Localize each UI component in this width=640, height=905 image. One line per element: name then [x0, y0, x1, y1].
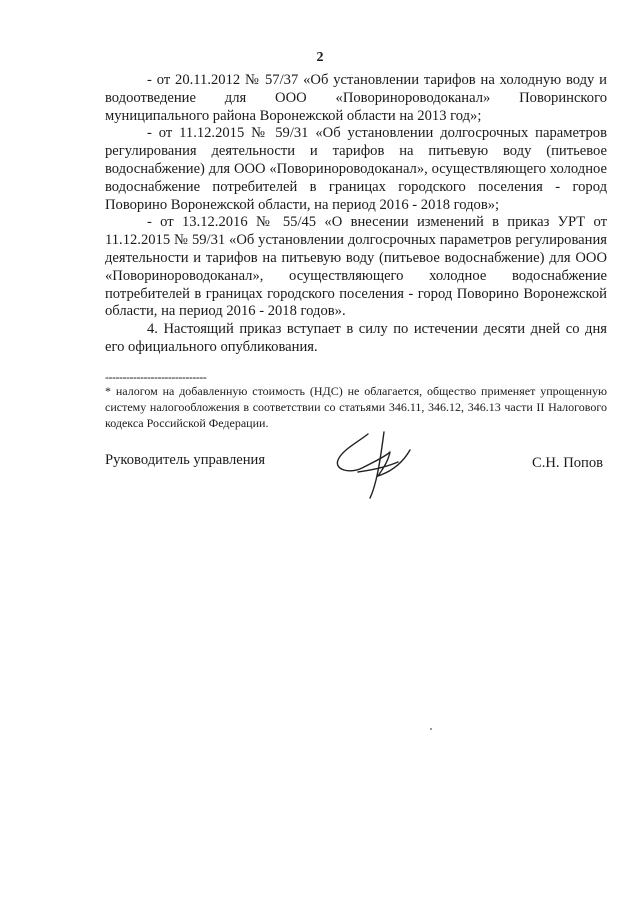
signatory-title: Руководитель управления — [105, 452, 266, 468]
handwritten-signature — [328, 428, 420, 500]
paragraph-effective-date: 4. Настоящий приказ вступает в силу по истечении десяти дней со дня его официального опубликования. — [105, 321, 607, 355]
document-body — [105, 72, 607, 357]
signatory-name: С.Н. Попов — [532, 455, 604, 471]
paragraph-order-2012: - от 20.11.2012 № 57/37 «Об установлении тарифов на холодную воду и водоотведение для ООО «Поворинороводоканал» Поворинского муниципального района Воронежской области на 2013 год»; — [105, 72, 607, 124]
footnote-separator: ----------------------------- — [105, 370, 207, 384]
paragraph-order-2016: - от 13.12.2016 № 55/45 «О внесении изменений в приказ УРТ от 11.12.2015 № 59/31 «Об установлении долгосрочных параметров регулирования деятельности и тарифов на питьевую воду (питьевое водоснабжение) для ООО «Поворинороводоканал», осуществляющего холодное водоснабжение потребителей в границах городского поселения - город Поворино Воронежской области, на период 2016 - 2018 годов». — [105, 214, 607, 320]
scan-speck — [430, 728, 432, 730]
paragraph-order-2015: - от 11.12.2015 № 59/31 «Об установлении долгосрочных параметров регулирования деятельности и тарифов на питьевую воду (питьевое водоснабжение) для ООО «Поворинороводоканал», осуществляющего холодное водоснабжение потребителей в границах городского поселения - город Поворино Воронежской области, на период 2016 - 2018 годов»; — [105, 125, 607, 213]
footnote: * налогом на добавленную стоимость (НДС) не облагается, общество применяет упрощенную систему налогообложения в соответствии со статьями 346.11, 346.12, 346.13 части II Налогового кодекса Российской Федерации. — [105, 384, 607, 430]
page-number: 2 — [316, 50, 324, 65]
